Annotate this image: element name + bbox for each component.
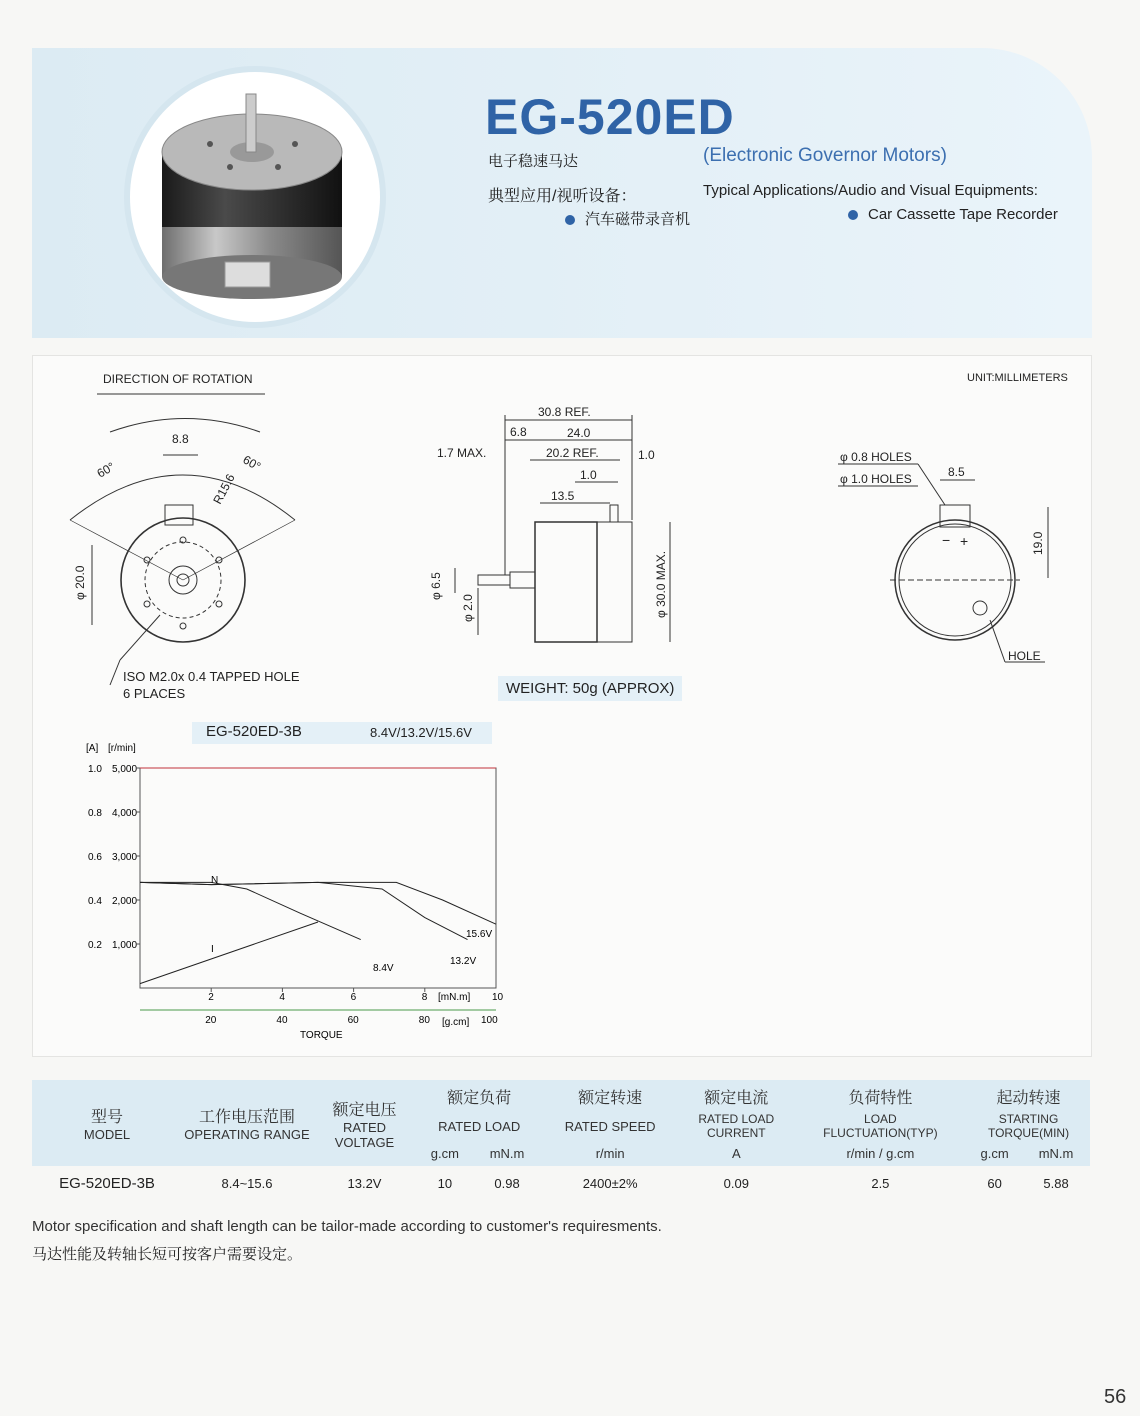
th-load-cn: 额定负荷	[417, 1080, 541, 1112]
th-fluct-en1: LOAD	[864, 1112, 897, 1126]
tapped-hole-1: ISO M2.0x 0.4 TAPPED HOLE	[123, 669, 300, 684]
unit-label: UNIT:MILLIMETERS	[967, 372, 1068, 384]
th-load-en: RATED LOAD	[417, 1112, 541, 1140]
dim-8-8: 8.8	[172, 432, 189, 446]
x-label-gcm: 60	[347, 1015, 359, 1026]
x-gcm-end: 100	[481, 1015, 498, 1026]
applications-cn: 典型应用/视听设备：	[488, 188, 637, 205]
holes-1-0: φ 1.0 HOLES	[840, 472, 912, 486]
note-en: Motor specification and shaft length can be tailor-made according to customer's requiresments.	[32, 1218, 662, 1235]
x-gcm-unit: [g.cm]	[442, 1017, 470, 1028]
label-13-2v: 13.2V	[450, 956, 477, 967]
cell-start-mnm: 5.88	[1043, 1175, 1069, 1191]
unit-start-gcm: g.cm	[967, 1140, 1022, 1166]
unit-load-gcm: g.cm	[417, 1140, 473, 1166]
cell-load-mnm: 0.98	[494, 1175, 520, 1191]
x-mnm-unit: [mN.m]	[438, 992, 471, 1003]
th-voltage-en: RATED VOLTAGE	[334, 1119, 395, 1150]
cell-speed: 2400±2%	[582, 1175, 638, 1191]
x-label-mnm: 2	[208, 992, 214, 1003]
x-label-gcm: 80	[418, 1015, 430, 1026]
rear-view	[838, 464, 1048, 662]
x-labels	[205, 988, 430, 1026]
dim-r15-6: R15.6	[210, 471, 238, 507]
unit-current: A	[679, 1140, 794, 1166]
unit-rpm: [r/min]	[108, 743, 136, 754]
hole-label: HOLE	[1008, 649, 1041, 663]
y-label-a: 0.6	[88, 852, 102, 863]
series-line-I	[140, 922, 318, 984]
dim-20-2: 20.2 REF.	[546, 446, 599, 460]
th-start-en2: TORQUE(MIN)	[987, 1126, 1070, 1140]
th-model-cn: 型号	[90, 1109, 123, 1126]
dim-19-0: 19.0	[1031, 531, 1045, 555]
th-speed-cn: 额定转速	[541, 1080, 679, 1112]
plus-terminal: +	[960, 533, 969, 549]
weight-label: WEIGHT: 50g (APPROX)	[498, 676, 682, 701]
dim-1-7: 1.7 MAX.	[437, 446, 487, 460]
unit-fluct: r/min / g.cm	[794, 1140, 967, 1166]
th-voltage-cn: 额定电压	[332, 1101, 397, 1119]
y-label-a: 0.2	[88, 940, 102, 951]
series-line-15-6V	[140, 882, 496, 924]
cell-current: 0.09	[723, 1175, 749, 1191]
curves	[140, 882, 496, 983]
product-title: EG-520ED	[485, 89, 735, 145]
note-cn: 马达性能及转轴长短可按客户需要设定。	[32, 1246, 303, 1263]
minus-terminal: −	[942, 532, 951, 548]
graph-model: EG-520ED-3B	[206, 723, 302, 740]
applications-en: Typical Applications/Audio and Visual Equipments:	[703, 182, 1038, 199]
dim-phi20: φ 20.0	[73, 565, 87, 600]
page-number: 56	[1104, 1386, 1127, 1408]
subtitle-cn: 电子稳速马达	[488, 153, 579, 170]
y-label-a: 0.8	[88, 808, 102, 819]
dim-1-0b: 1.0	[580, 468, 597, 482]
unit-load-mnm: mN.m	[473, 1140, 542, 1166]
y-label-rpm: 5,000	[112, 764, 138, 775]
x-mnm-end: 10	[492, 992, 504, 1003]
spec-table	[32, 1080, 1090, 1200]
th-range-cn: 工作电压范围	[198, 1109, 295, 1126]
y-label-a: 1.0	[88, 764, 102, 775]
th-range-en: OPERATING RANGE	[184, 1127, 310, 1142]
th-speed-en: RATED SPEED	[541, 1112, 679, 1140]
th-start-cn: 起动转速	[967, 1080, 1090, 1112]
x-title: TORQUE	[300, 1030, 343, 1041]
dim-30-8: 30.8 REF.	[538, 405, 591, 419]
cell-fluct: 2.5	[871, 1175, 890, 1191]
dim-8-5: 8.5	[948, 465, 965, 479]
cell-voltage: 13.2V	[347, 1175, 382, 1191]
unit-speed: r/min	[541, 1140, 679, 1166]
x-label-gcm: 20	[205, 1015, 217, 1026]
x-label-mnm: 8	[421, 992, 428, 1003]
cell-load-gcm: 10	[437, 1175, 453, 1191]
direction-label: DIRECTION OF ROTATION	[103, 372, 253, 386]
label-8-4v: 8.4V	[373, 963, 394, 974]
dim-1-0a: 1.0	[638, 448, 655, 462]
th-current-cn: 额定电流	[679, 1080, 794, 1112]
plot-frame	[140, 768, 496, 988]
th-start-en1: STARTING	[998, 1112, 1059, 1126]
holes-0-8: φ 0.8 HOLES	[840, 450, 912, 464]
y-label-rpm: 3,000	[112, 852, 138, 863]
series-line-8-4V	[140, 882, 361, 939]
th-fluct-cn: 负荷特性	[794, 1080, 967, 1112]
application-item-cn-text: 汽车磁带录音机	[585, 211, 691, 228]
dim-phi30: φ 30.0 MAX.	[654, 550, 668, 618]
th-fluct-en2: FLUCTUATION(TYP)	[823, 1126, 938, 1140]
performance-chart	[70, 738, 520, 1048]
dim-6-8: 6.8	[510, 425, 527, 439]
cell-model: EG-520ED-3B	[59, 1174, 155, 1192]
label-15-6v: 15.6V	[466, 929, 493, 940]
dim-phi6-5: φ 6.5	[429, 572, 443, 600]
cell-start-gcm: 60	[987, 1175, 1002, 1191]
tapped-hole-2: 6 PLACES	[123, 686, 186, 701]
angle-right: 60°	[240, 452, 264, 474]
x-label-mnm: 6	[350, 992, 357, 1003]
cell-range: 8.4~15.6	[221, 1175, 273, 1191]
y-label-a: 0.4	[88, 896, 102, 907]
application-item-en-text: Car Cassette Tape Recorder	[868, 206, 1058, 223]
y-label-rpm: 1,000	[112, 940, 138, 951]
y-label-rpm: 2,000	[112, 896, 138, 907]
subtitle-en: (Electronic Governor Motors)	[703, 145, 947, 166]
label-i: I	[211, 944, 214, 955]
label-n: N	[211, 875, 219, 886]
dim-phi2-0: φ 2.0	[461, 594, 475, 622]
dim-24-0: 24.0	[567, 426, 591, 440]
angle-left: 60°	[94, 459, 118, 481]
unit-a: [A]	[86, 743, 99, 754]
table-row	[32, 1166, 1090, 1200]
th-model-en: MODEL	[83, 1127, 131, 1142]
y-labels	[88, 764, 140, 951]
dim-13-5: 13.5	[551, 489, 575, 503]
unit-start-mnm: mN.m	[1022, 1140, 1090, 1166]
th-current-en1: RATED LOAD	[698, 1112, 775, 1126]
graph-voltages: 8.4V/13.2V/15.6V	[370, 725, 472, 740]
th-current-en2: CURRENT	[706, 1126, 766, 1140]
y-label-rpm: 4,000	[112, 808, 138, 819]
x-label-mnm: 4	[279, 992, 285, 1003]
x-label-gcm: 40	[276, 1015, 288, 1026]
